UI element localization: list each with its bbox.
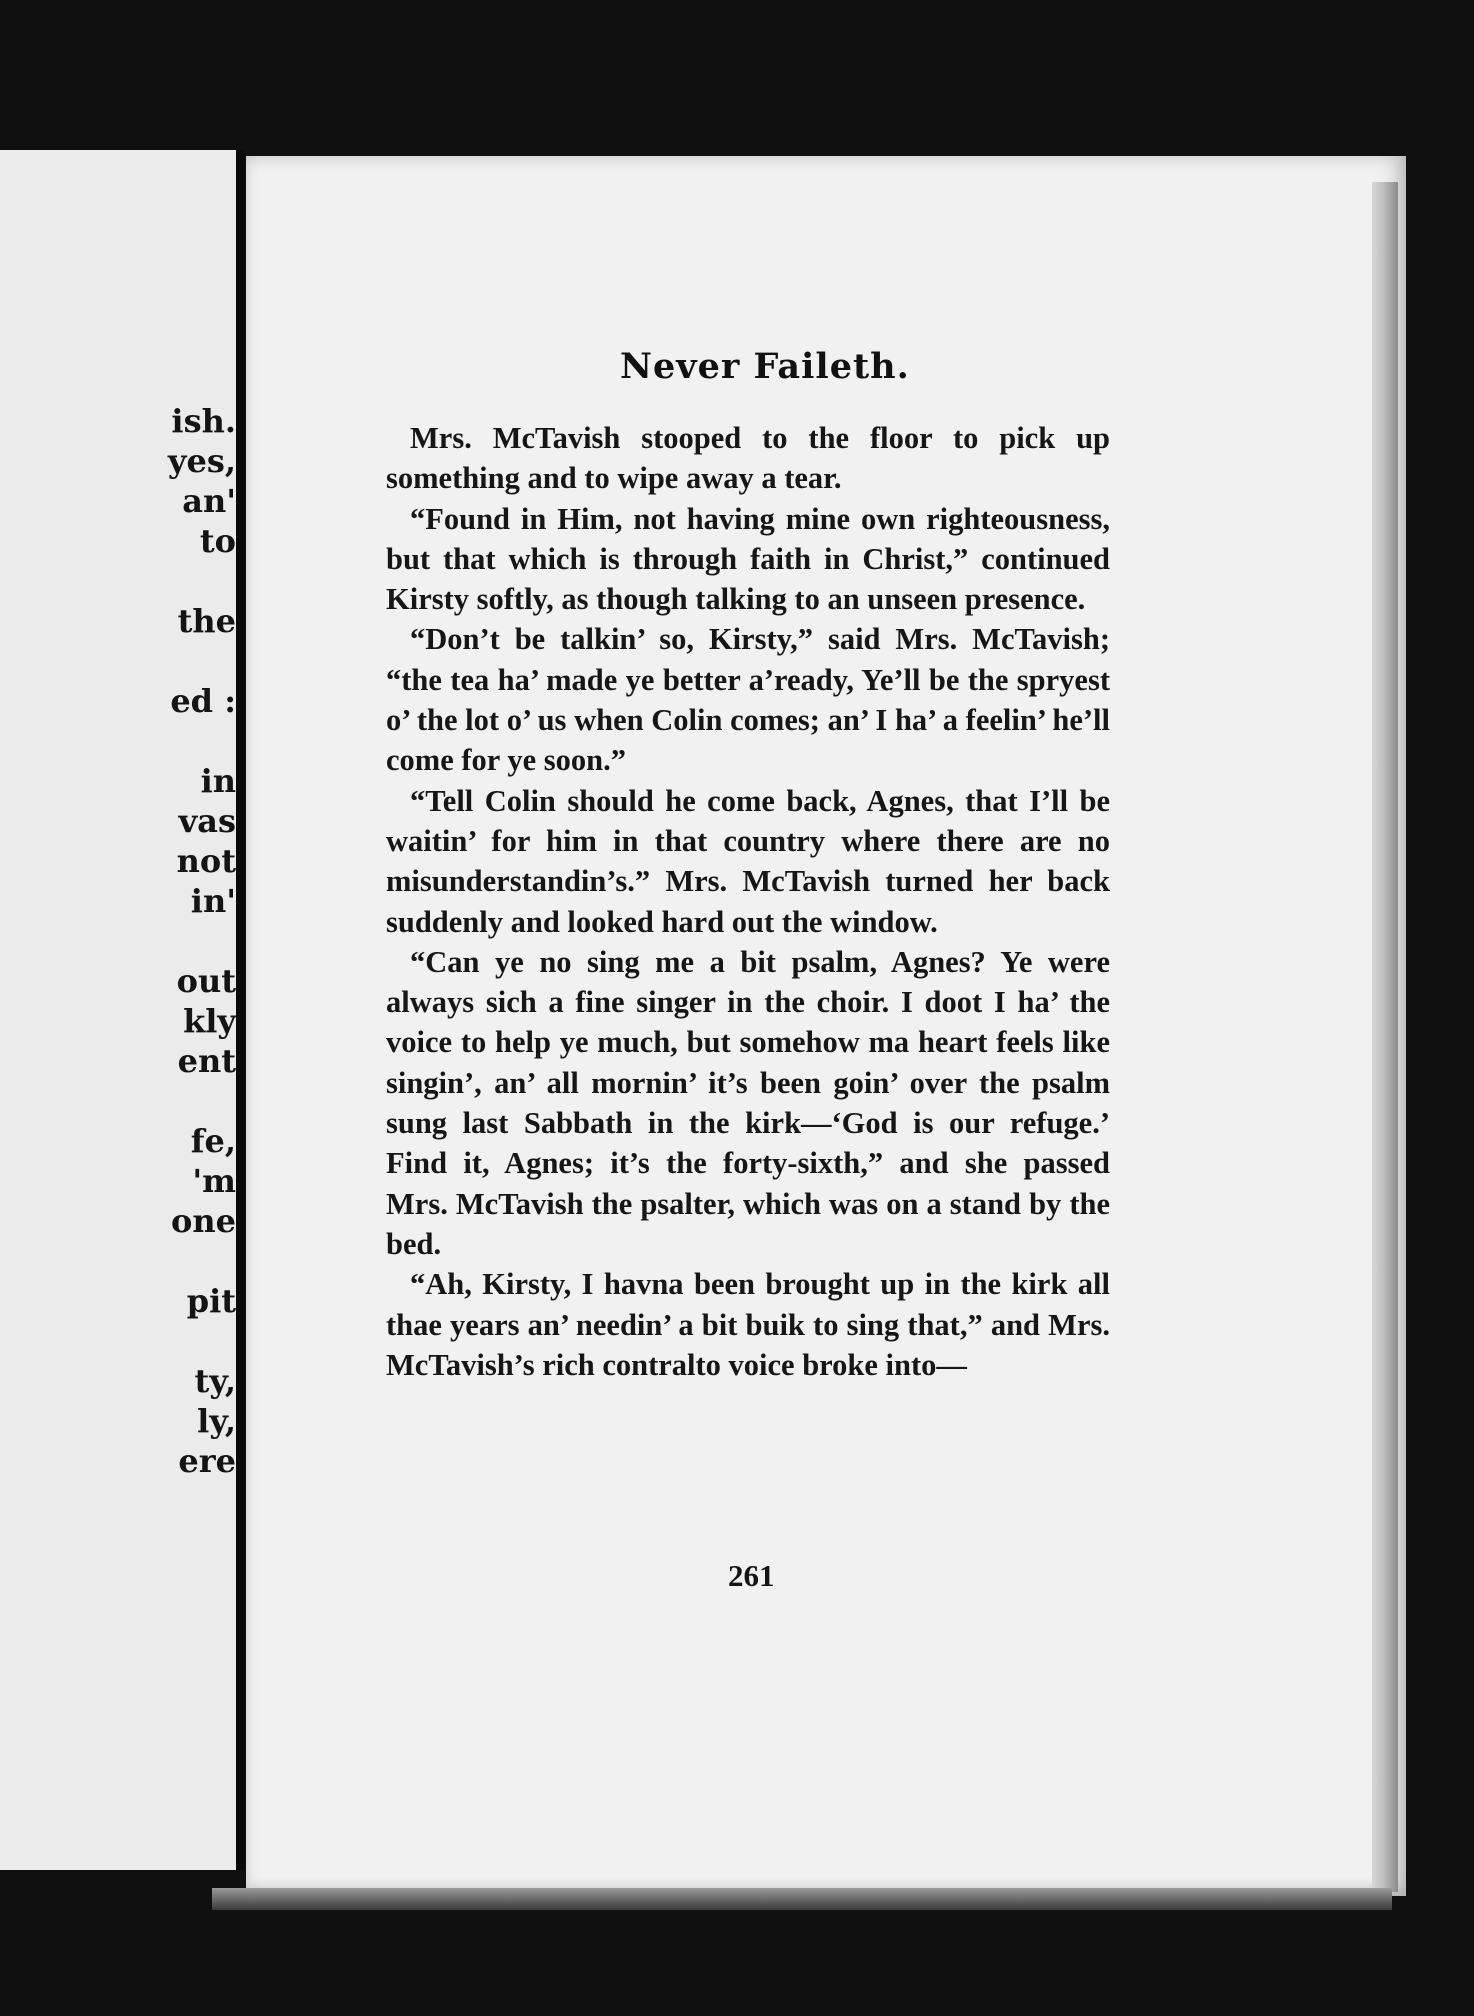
previous-page-line-fragment: ed : <box>170 682 236 720</box>
previous-page-line-fragment: yes, <box>167 442 236 480</box>
paragraph-text: “Found in Him, not having mine own righteousness, but that which is through faith in Christ,” continued Kirsty softly, as though talking to an unseen presence. <box>386 501 1110 617</box>
previous-page-line-fragment: in' <box>190 882 236 920</box>
previous-page-line-fragment: vas <box>178 802 236 840</box>
body-text <box>386 418 1110 1385</box>
page-fore-edge <box>1372 182 1398 1892</box>
previous-page-line-fragment: an' <box>182 482 236 520</box>
previous-page-line-fragment: ish. <box>171 402 236 440</box>
previous-page-line-fragment: out <box>176 962 236 1000</box>
previous-page-line-fragment: fe, <box>190 1122 236 1160</box>
previous-page-line-fragment: ere <box>178 1442 236 1480</box>
paragraph <box>386 418 1110 499</box>
page-bottom-edge <box>212 1888 1392 1910</box>
previous-page-line-fragment: kly <box>183 1002 236 1040</box>
previous-page-line-fragment: one <box>171 1202 236 1240</box>
previous-page-line-fragment: not <box>176 842 236 880</box>
paragraph <box>386 1264 1110 1385</box>
previous-page-line-fragment: pit <box>186 1282 236 1320</box>
previous-page-line-fragment: in <box>200 762 236 800</box>
paragraph <box>386 781 1110 942</box>
running-head: Never Faileth. <box>620 346 910 387</box>
previous-page <box>0 150 236 1870</box>
paragraph-text: “Tell Colin should he come back, Agnes, that I’ll be waitin’ for him in that country where there are no misunderstandin’s.” Mrs. McTavish turned her back suddenly and looked hard out the window. <box>386 783 1110 939</box>
paragraph <box>386 942 1110 1264</box>
previous-page-line-fragment: to <box>199 522 236 560</box>
paragraph-text: “Ah, Kirsty, I havna been brought up in the kirk all thae years an’ needin’ a bit buik to sing that,” and Mrs. McTavish’s rich contralto voice broke into— <box>386 1267 1110 1382</box>
previous-page-line-fragment: the <box>177 602 236 640</box>
previous-page-line-fragment: ly, <box>197 1402 236 1440</box>
paragraph-text: “Don’t be talkin’ so, Kirsty,” said Mrs. McTavish; “the tea ha’ made ye better a’ready, Ye’ll be the spryest o’ the lot o’ us when Colin comes; an’ I ha’ a feelin’ he’ll come for ye soon.” <box>386 622 1110 778</box>
previous-page-line-fragment: ty, <box>194 1362 236 1400</box>
paragraph <box>386 499 1110 620</box>
paragraph-text: Mrs. McTavish stooped to the floor to pick up something and to wipe away a tear. <box>386 421 1110 496</box>
page-number: 261 <box>728 1558 775 1593</box>
paragraph-text: “Can ye no sing me a bit psalm, Agnes? Ye were always sich a fine singer in the choir. I doot I ha’ the voice to help ye much, but somehow ma heart feels like singin’, an’ all mornin’ it’s been goin’ over the psalm sung last Sabbath in the kirk—‘God is our refuge.’ Find it, Agnes; it’s the forty-sixth,” and she passed Mrs. McTavish the psalter, which was on a stand by the bed. <box>386 944 1110 1261</box>
book-gutter <box>236 150 245 1870</box>
previous-page-line-fragment: ent <box>177 1042 236 1080</box>
paragraph <box>386 619 1110 780</box>
previous-page-line-fragment: 'm <box>192 1162 236 1200</box>
